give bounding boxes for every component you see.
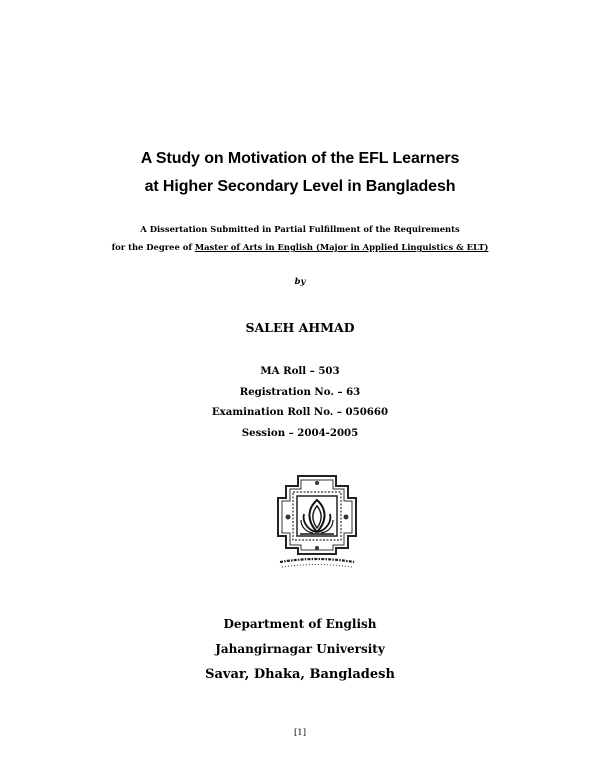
degree-name: Master of Arts in English (Major in Applied Linguistics & ELT) [194,242,489,252]
by-label: by [294,276,306,286]
examination-roll: Examination Roll No. – 050660 [211,406,389,418]
author-name: SALEH AHMAD [245,320,355,335]
subtitle-line-2 [0,242,600,252]
page-number: [1] [293,728,307,738]
subtitle-line-1: A Dissertation Submitted in Partial Fulfillment of the Requirements [140,224,460,234]
session: Session – 2004-2005 [241,427,359,439]
subtitle-prefix: for the Degree of [111,242,195,252]
title-line-1: A Study on Motivation of the EFL Learners [140,150,460,167]
university-name: Jahangirnagar University [215,642,385,656]
title-line-2: at Higher Secondary Level in Bangladesh [144,178,456,195]
department-name: Department of English [223,617,377,631]
registration-number: Registration No. – 63 [239,386,361,398]
university-seal-icon [276,474,358,570]
ma-roll: MA Roll – 503 [260,365,340,377]
university-location: Savar, Dhaka, Bangladesh [205,667,395,682]
